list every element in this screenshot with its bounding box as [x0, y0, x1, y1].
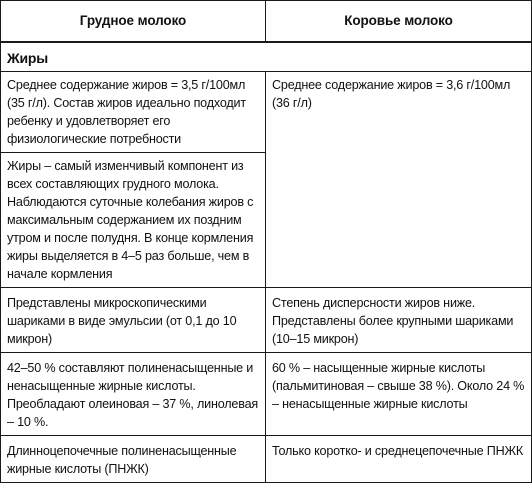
breast-milk-cell: Жиры – самый изменчивый компонент из всех составляющих грудного молока. Наблюдаются суточные колебания жиров с максимальным содержанием их поздним утром и после полудня. В конце кормления жиры выделяется в 4–5 раз больше, чем в начале кормления [1, 153, 266, 288]
breast-milk-cell: 42–50 % составляют полиненасыщенные и ненасыщенные жирные кислоты. Преобладают олеиновая – 37 %, линолевая – 10 %. [1, 353, 266, 436]
breast-milk-cell: Среднее содержание жиров = 3,5 г/100мл (35 г/л). Состав жиров идеально подходит ребенку и удовлетворяет его физиологические потребности [1, 72, 266, 153]
table-row [1, 288, 532, 353]
cow-milk-cell: Степень дисперсности жиров ниже. Представлены более крупными шариками (10–15 микрон) [266, 288, 532, 353]
table-row [1, 436, 532, 483]
breast-milk-cell: Длинноцепочечные полиненасыщенные жирные кислоты (ПНЖК) [1, 436, 266, 483]
table-row [1, 72, 532, 153]
section-title-fats: Жиры [1, 42, 532, 72]
breast-milk-cell: Представлены микроскопическими шариками в виде эмульсии (от 0,1 до 10 микрон) [1, 288, 266, 353]
table-header-row [1, 1, 532, 43]
section-row [1, 42, 532, 72]
cow-milk-cell: Только коротко- и среднецепочечные ПНЖК [266, 436, 532, 483]
cow-milk-cell: 60 % – насыщенные жирные кислоты (пальмитиновая – свыше 38 %). Около 24 % – ненасыщенные жирные кислоты [266, 353, 532, 436]
column-header-cow-milk: Коровье молоко [266, 1, 532, 43]
table-row [1, 353, 532, 436]
cow-milk-cell: Среднее содержание жиров = 3,6 г/100мл (36 г/л) [266, 72, 532, 288]
column-header-breast-milk: Грудное молоко [1, 1, 266, 43]
